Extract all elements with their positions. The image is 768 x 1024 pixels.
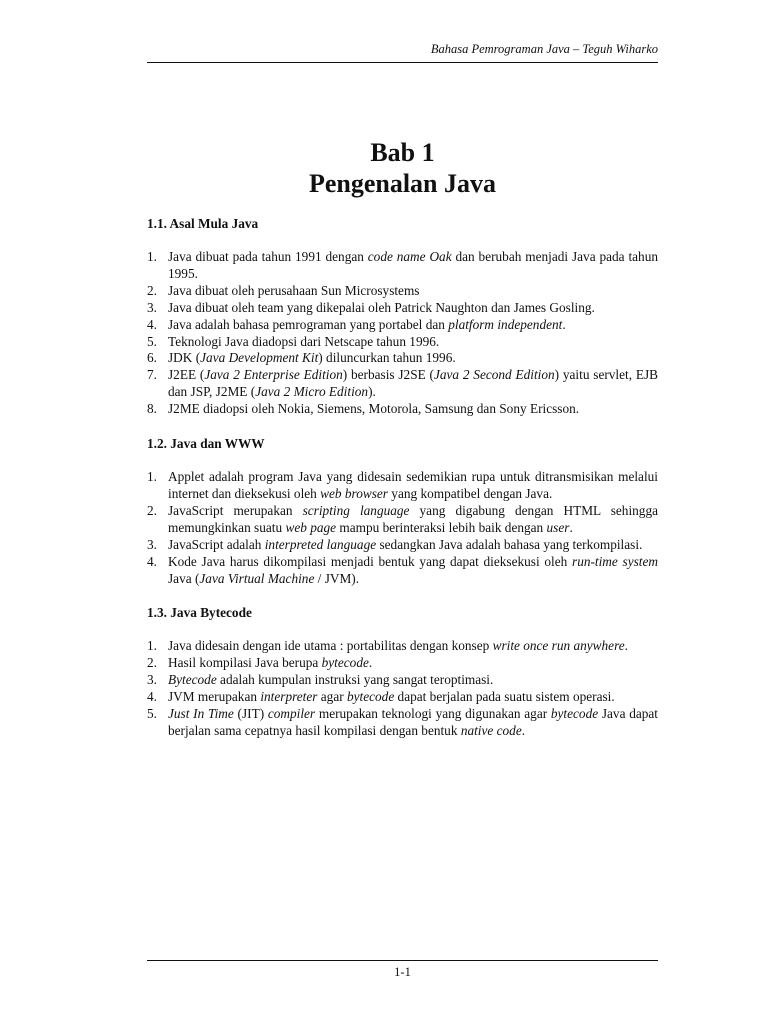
chapter-name: Pengenalan Java xyxy=(308,169,497,198)
item-text: adalah kumpulan instruksi yang sangat teroptimasi. xyxy=(216,672,494,688)
list-item xyxy=(147,401,658,418)
item-number: 3. xyxy=(147,536,157,552)
item-number: 7. xyxy=(147,367,157,383)
item-text: sedangkan Java adalah bahasa yang terkompilasi. xyxy=(376,536,643,552)
italic-term: Java 2 Second Edition xyxy=(433,367,555,383)
item-text: (JIT) xyxy=(233,706,268,722)
section-asal-mula-java xyxy=(147,215,658,418)
list-item xyxy=(147,655,658,672)
item-text: JVM merupakan xyxy=(168,689,261,705)
item-text: J2EE ( xyxy=(168,367,205,383)
list-item xyxy=(147,350,658,367)
italic-term: interpreter xyxy=(260,689,318,705)
list-item xyxy=(147,469,658,503)
list-item xyxy=(147,367,658,401)
list-item xyxy=(147,554,658,588)
italic-term: Java Virtual Machine xyxy=(199,570,315,586)
item-number: 4. xyxy=(147,689,157,705)
item-text: Java didesain dengan ide utama : portabilitas dengan konsep xyxy=(168,638,493,654)
item-number: 2. xyxy=(147,502,157,518)
item-text: mampu berinteraksi lebih baik dengan xyxy=(336,519,547,535)
item-text: . xyxy=(562,316,566,332)
item-number: 3. xyxy=(147,299,157,315)
item-number: 2. xyxy=(147,655,157,671)
italic-term: bytecode xyxy=(346,689,395,705)
item-number: 6. xyxy=(147,350,157,366)
italic-term: run-time system xyxy=(572,553,658,569)
section-java-bytecode xyxy=(147,604,658,739)
item-text: J2ME diadopsi oleh Nokia, Siemens, Motorola, Samsung dan Sony Ericsson. xyxy=(168,401,580,417)
italic-term: bytecode xyxy=(550,706,599,722)
italic-term: web browser xyxy=(320,485,388,501)
section-heading: 1.1. Asal Mula Java xyxy=(147,216,259,231)
item-text: yang kompatibel dengan Java. xyxy=(387,485,553,501)
italic-term: Bytecode xyxy=(168,672,217,688)
item-number: 5. xyxy=(147,333,157,349)
running-header-text: Bahasa Pemrograman Java – Teguh Wiharko xyxy=(430,42,658,56)
list-item xyxy=(147,706,658,740)
item-number: 8. xyxy=(147,401,157,417)
item-number: 5. xyxy=(147,706,157,722)
list-item xyxy=(147,537,658,554)
item-text: . xyxy=(624,638,628,654)
item-text: ) yaitu servlet, EJB dan JSP, J2ME ( xyxy=(168,367,659,400)
italic-term: Java Development Kit xyxy=(200,350,319,366)
numbered-list xyxy=(147,249,658,418)
list-item xyxy=(147,689,658,706)
document-body xyxy=(147,215,658,757)
item-text: agar xyxy=(317,689,347,705)
item-text: merupakan teknologi yang digunakan agar xyxy=(315,706,551,722)
italic-term: compiler xyxy=(267,706,316,722)
item-text: Java dibuat oleh team yang dikepalai oleh Patrick Naughton dan James Gosling. xyxy=(168,299,595,315)
chapter-label: Bab 1 xyxy=(370,138,435,167)
item-text: Java dibuat oleh perusahaan Sun Microsystems xyxy=(168,282,420,298)
list-item xyxy=(147,672,658,689)
chapter-title xyxy=(147,137,658,199)
italic-term: user xyxy=(546,519,570,535)
item-text: ). xyxy=(368,384,376,400)
list-item xyxy=(147,300,658,317)
page-number: 1-1 xyxy=(394,965,411,979)
item-number: 1. xyxy=(147,249,157,264)
item-number: 4. xyxy=(147,316,157,332)
item-text: JavaScript merupakan xyxy=(168,502,303,518)
italic-term: interpreted language xyxy=(264,536,377,552)
item-text: JDK ( xyxy=(168,350,201,366)
list-item xyxy=(147,334,658,351)
item-text: . xyxy=(521,722,526,738)
item-text: Java adalah bahasa pemrograman yang portabel dan xyxy=(168,316,449,332)
item-text: Hasil kompilasi Java berupa xyxy=(168,655,322,671)
item-number: 1. xyxy=(147,638,157,654)
item-number: 3. xyxy=(147,672,157,688)
item-text: dapat berjalan pada suatu sistem operasi. xyxy=(394,689,615,705)
numbered-list xyxy=(147,469,658,587)
running-header xyxy=(147,40,658,63)
section-java-dan-www xyxy=(147,435,658,587)
item-text: ) berbasis J2SE ( xyxy=(342,367,434,383)
item-text: . xyxy=(368,655,373,671)
item-text: dan berubah menjadi Java pada tahun 1995. xyxy=(168,249,658,281)
list-item xyxy=(147,638,658,655)
item-number: 4. xyxy=(147,553,157,569)
item-number: 1. xyxy=(147,469,157,485)
item-text: . xyxy=(569,519,573,535)
italic-term: write once run anywhere xyxy=(492,638,625,654)
item-text: Java ( xyxy=(168,570,200,586)
italic-term: platform independent xyxy=(448,316,563,332)
italic-term: Java 2 Micro Edition xyxy=(255,384,369,400)
item-text: Applet adalah program Java yang didesain sedemikian rupa untuk ditransmisikan melalui internet dan dieksekusi oleh xyxy=(168,469,658,501)
list-item xyxy=(147,283,658,300)
italic-term: scripting language xyxy=(302,502,410,518)
item-number: 2. xyxy=(147,282,157,298)
list-item xyxy=(147,317,658,334)
item-text: Kode Java harus dikompilasi menjadi bentuk yang dapat dieksekusi oleh xyxy=(168,553,573,569)
section-heading: 1.2. Java dan WWW xyxy=(147,436,265,452)
italic-term: web page xyxy=(285,519,337,535)
numbered-list xyxy=(147,638,658,739)
section-heading: 1.3. Java Bytecode xyxy=(147,605,252,621)
italic-term: Just In Time xyxy=(168,706,234,722)
item-text: ) diluncurkan tahun 1996. xyxy=(318,350,456,366)
page-footer xyxy=(147,960,658,980)
list-item xyxy=(147,503,658,537)
italic-term: Java 2 Enterprise Edition xyxy=(204,367,343,383)
item-text: Java dibuat pada tahun 1991 dengan xyxy=(168,249,368,264)
italic-term: code name Oak xyxy=(367,249,452,264)
item-text: / JVM). xyxy=(314,570,360,586)
list-item xyxy=(147,249,658,283)
item-text: Java dapat berjalan sama cepatnya hasil kompilasi dengan bentuk xyxy=(168,706,658,738)
item-text: Teknologi Java diadopsi dari Netscape tahun 1996. xyxy=(168,333,440,349)
italic-term: native code xyxy=(460,722,522,738)
item-text: JavaScript adalah xyxy=(168,536,265,552)
item-text: yang digabung dengan HTML sehingga memungkinkan suatu xyxy=(168,502,658,535)
italic-term: bytecode xyxy=(321,655,369,671)
